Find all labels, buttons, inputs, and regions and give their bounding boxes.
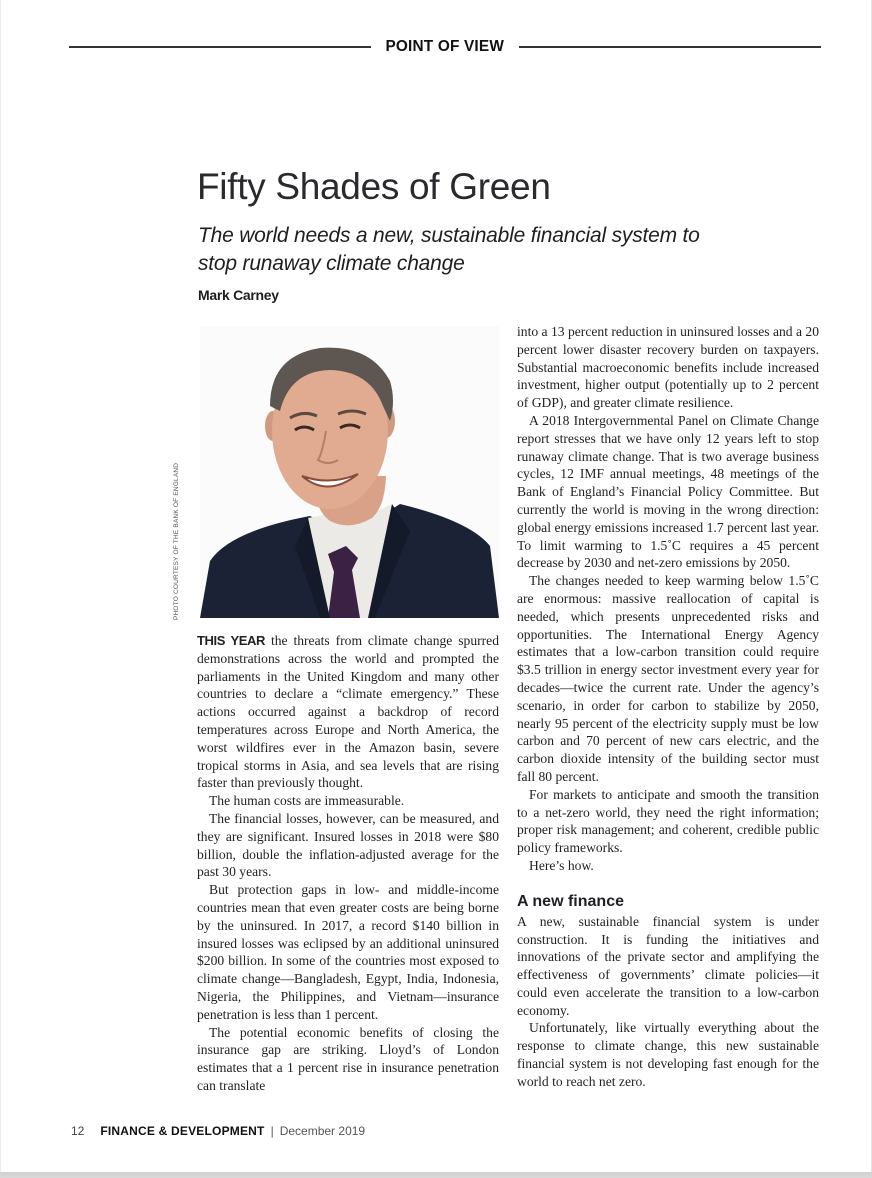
header-rule-right	[519, 46, 821, 48]
viewer-background	[0, 1172, 872, 1178]
paragraph: The changes needed to keep warming below 1.5˚C are enormous: massive reallocation of capital is needed, which presents unprecedented risks and opportunities. The International Energy Agency estimates that a low-carbon transition could require $3.5 trillion in energy sector investment every year for decades—twice the current rate. Under the agency’s scenario, in order for carbon to stabilize by 2050, nearly 95 percent of the electricity supply must be low carbon and 70 percent of new cars electric, and the carbon dioxide intensity of the building sector must fall 80 percent.	[517, 573, 819, 784]
author-byline: Mark Carney	[198, 287, 279, 303]
section-header	[69, 36, 821, 58]
paragraph: A 2018 Intergovernmental Panel on Climate Change report stresses that we have only 12 years left to stop runaway climate change. That is two average business cycles, 12 IMF annual meetings, 48 meetings of the Bank of England’s Financial Policy Committee. But currently the world is moving in the wrong direction: global energy emissions increased 1.7 percent last year. To limit warming to 1.5˚C requires a 45 percent decrease by 2030 and net-zero emissions by 2050.	[517, 412, 819, 571]
paragraph: The human costs are immeasurable.	[209, 793, 405, 809]
paragraph: The financial losses, however, can be measured, and they are significant. Insured losses in 2018 were $80 billion, double the inflation-adjusted average for the past 30 years.	[197, 810, 499, 880]
article-column-left	[197, 632, 499, 1095]
article-subtitle: The world needs a new, sustainable financial system to stop runaway climate change	[198, 224, 700, 275]
magazine-name: FINANCE & DEVELOPMENT	[100, 1124, 265, 1138]
paragraph: But protection gaps in low- and middle-income countries mean that even greater costs are being borne by the uninsured. In 2017, a record $140 billion in insured losses was eclipsed by an additional uninsured $200 billion. In some of the countries most exposed to climate change—Bangladesh, Egypt, India, Indonesia, Nigeria, the Philippines, and Vietnam—insurance penetration is less than 1 percent.	[197, 882, 499, 1022]
issue-date: December 2019	[279, 1124, 366, 1138]
section-subheading: A new finance	[517, 892, 624, 910]
page-number: 12	[71, 1124, 85, 1138]
paragraph: into a 13 percent reduction in uninsured losses and a 20 percent lower disaster recovery burden on taxpayers. Substantial macroeconomic benefits include increased investment, higher output (potentially up to 2 percent of GDP), and greater climate resilience.	[517, 324, 820, 411]
author-photo	[200, 326, 499, 618]
footer-separator: |	[270, 1124, 274, 1138]
section-label: POINT OF VIEW	[385, 38, 505, 55]
paragraph: THIS YEAR the threats from climate change spurred demonstrations across the world and prompted the parliaments in the United Kingdom and many other countries to declare a “climate emergency.” These actions occurred against a backdrop of record temperatures across Europe and North America, the worst wildfires ever in the Amazon basin, severe tropical storms in Asia, and sea levels that are rising faster than previously thought.	[197, 633, 500, 791]
paragraph: The potential economic benefits of closing the insurance gap are striking. Lloyd’s of London estimates that a 1 percent rise in insurance penetration can translate	[197, 1024, 499, 1093]
paragraph: A new, sustainable financial system is under construction. It is funding the initiatives and innovations of the private sector and amplifying the effectiveness of governments’ climate policies—it could even accelerate the transition to a low-carbon economy.	[517, 913, 819, 1018]
header-rule-left	[69, 46, 371, 48]
photo-credit: PHOTO COURTESY OF THE BANK OF ENGLAND	[173, 462, 180, 620]
page-footer	[71, 1124, 365, 1138]
lead-in: THIS YEAR	[197, 633, 266, 648]
portrait-illustration	[200, 326, 499, 618]
article-column-right	[517, 323, 819, 1091]
paragraph: For markets to anticipate and smooth the transition to a net-zero world, they need the right information; proper risk management; and coherent, credible public policy frameworks.	[517, 786, 819, 856]
article-title: Fifty Shades of Green	[197, 166, 551, 207]
paragraph: Unfortunately, like virtually everything about the response to climate change, this new sustainable financial system is not developing fast enough for the world to reach net zero.	[517, 1020, 819, 1089]
paragraph: Here’s how.	[529, 857, 594, 873]
